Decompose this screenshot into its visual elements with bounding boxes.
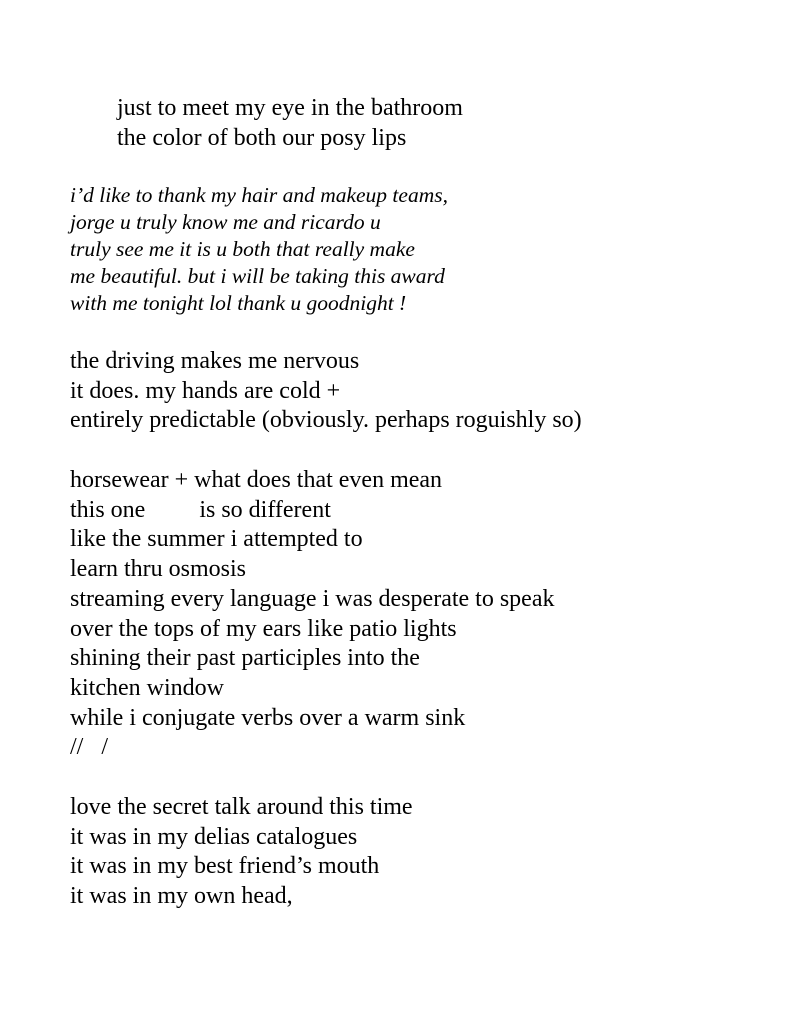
poem-line: it was in my own head, [70, 883, 293, 910]
poem-line: like the summer i attempted to [70, 526, 363, 553]
poem-line: streaming every language i was desperate to speak [70, 585, 555, 612]
stanza-4 [70, 466, 554, 763]
stanza-1 [117, 94, 463, 153]
poem-line: jorge u truly know me and ricardo u [70, 210, 381, 234]
poem-line: me beautiful. but i will be taking this award [70, 264, 445, 288]
poem-line: horsewear + what does that even mean [70, 467, 443, 493]
stanza-3 [70, 347, 582, 436]
poem-line: it was in my best friend’s mouth [70, 853, 380, 880]
stanza-5 [70, 793, 413, 912]
poem-line: kitchen window [70, 674, 224, 701]
poem-line: i’d like to thank my hair and makeup teams, [70, 183, 448, 207]
stanza-2-italic [70, 182, 448, 317]
poem-line: the driving makes me nervous [70, 348, 360, 374]
poem-line: just to meet my eye in the bathroom [117, 95, 463, 121]
poem-line: // / [70, 734, 109, 761]
poem-line: shining their past participles into the [70, 645, 420, 672]
poem-line: love the secret talk around this time [70, 794, 413, 820]
poem-line: it was in my delias catalogues [70, 823, 358, 850]
poem-line: entirely predictable (obviously. perhaps roguishly so) [70, 407, 582, 434]
poem-line: the color of both our posy lips [117, 124, 407, 151]
poem-line: while i conjugate verbs over a warm sink [70, 704, 466, 731]
poem-line: truly see me it is u both that really make [70, 237, 415, 261]
poem-line: over the tops of my ears like patio lights [70, 615, 457, 642]
poem-line: with me tonight lol thank u goodnight ! [70, 291, 407, 315]
poem-line: this one is so different [70, 496, 331, 523]
poem-line: learn thru osmosis [70, 556, 246, 583]
poem-line: it does. my hands are cold + [70, 377, 341, 404]
